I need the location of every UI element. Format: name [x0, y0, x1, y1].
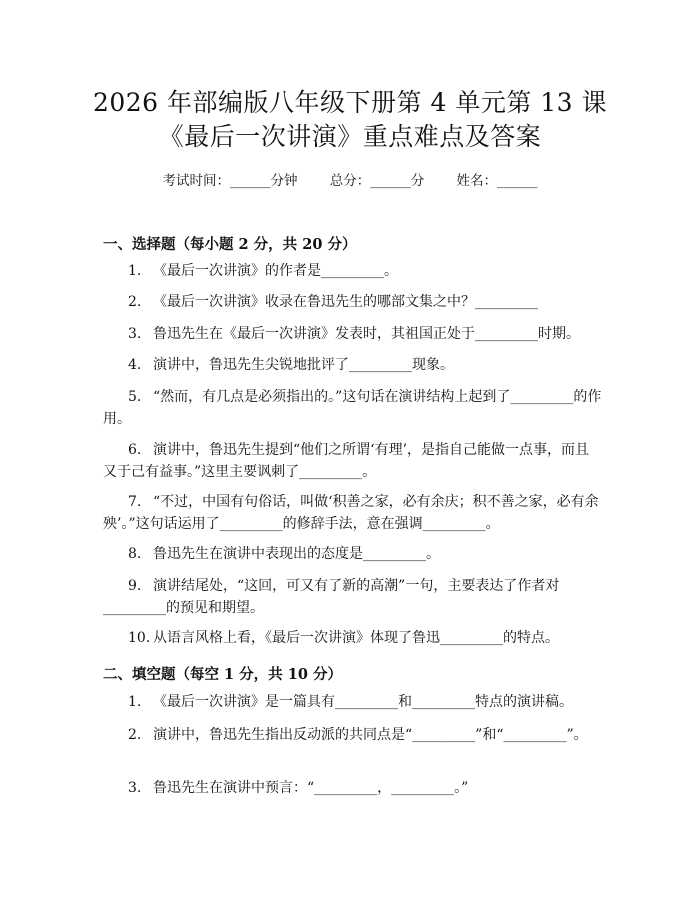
question-text: “不过，中国有句俗话，叫做‘积善之家，必有余庆；积不善之家，必有余殃’。”这句话运用了_________的修辞手法，意在强调_________。	[103, 494, 599, 532]
question-text: 从语言风格上看，《最后一次讲演》体现了鲁迅_________的特点。	[153, 630, 559, 646]
question	[103, 575, 603, 619]
question-text: 《最后一次讲演》是一篇具有_________和_________特点的演讲稿。	[153, 694, 573, 710]
question-number: 3.	[128, 780, 142, 796]
question-text: 《最后一次讲演》的作者是_________。	[153, 263, 398, 279]
exam-time: 考试时间：______分钟	[162, 173, 298, 189]
question-text: 鲁迅先生在演讲中表现出的态度是_________。	[153, 546, 440, 562]
exam-info	[0, 169, 700, 189]
question-number: 7.	[128, 494, 142, 510]
question-number: 4.	[128, 357, 142, 373]
section-heading-fill: 二、填空题（每空 1 分，共 10 分）	[103, 666, 342, 683]
question	[103, 491, 603, 535]
question-text: 鲁迅先生在《最后一次讲演》发表时，其祖国正处于_________时期。	[153, 326, 580, 342]
question-text: 演讲中，鲁迅先生指出反动派的共同点是“_________”和“_________”。	[153, 727, 588, 743]
question-text: 鲁迅先生在演讲中预言：“_________，_________。”	[153, 780, 469, 796]
question-number: 2.	[128, 294, 142, 310]
question-number: 6.	[128, 442, 142, 458]
question	[103, 354, 603, 376]
question-text: “然而，有几点是必须指出的。”这句话在演讲结构上起到了_________的作用。	[103, 389, 602, 427]
title-line-2: 《最后一次讲演》重点难点及答案	[158, 122, 542, 151]
question-number: 10.	[128, 630, 151, 646]
question-text: 演讲中，鲁迅先生尖锐地批评了_________现象。	[153, 357, 454, 373]
question-number: 1.	[128, 694, 142, 710]
question-number: 1.	[128, 263, 142, 279]
question	[103, 691, 603, 713]
question	[103, 386, 603, 430]
question	[103, 439, 603, 483]
question-number: 3.	[128, 326, 142, 342]
question-number: 9.	[128, 578, 142, 594]
question	[103, 323, 603, 345]
question	[103, 291, 603, 313]
student-name: 姓名：______	[456, 173, 538, 189]
question	[103, 777, 603, 799]
question	[103, 724, 603, 746]
section-heading-choice: 一、选择题（每小题 2 分，共 20 分）	[103, 236, 357, 253]
question	[103, 627, 603, 649]
question-text: 演讲结尾处，“这回，可又有了新的高潮”一句，主要表达了作者对_________的预见和期望。	[103, 578, 560, 616]
question-text: 演讲中，鲁迅先生提到“他们之所谓‘有理’，是指自己能做一点事，而且又于己有益事。”这里主要讽刺了_________。	[103, 442, 590, 480]
question-text: 《最后一次讲演》收录在鲁迅先生的哪部文集之中？_________	[153, 294, 538, 310]
question	[103, 260, 603, 282]
question-number: 2.	[128, 727, 142, 743]
total-score: 总分：______分	[329, 173, 425, 189]
question	[103, 543, 603, 565]
question-number: 8.	[128, 546, 142, 562]
title-line-1: 2026 年部编版八年级下册第 4 单元第 13 课	[92, 88, 608, 117]
question-number: 5.	[128, 389, 142, 405]
